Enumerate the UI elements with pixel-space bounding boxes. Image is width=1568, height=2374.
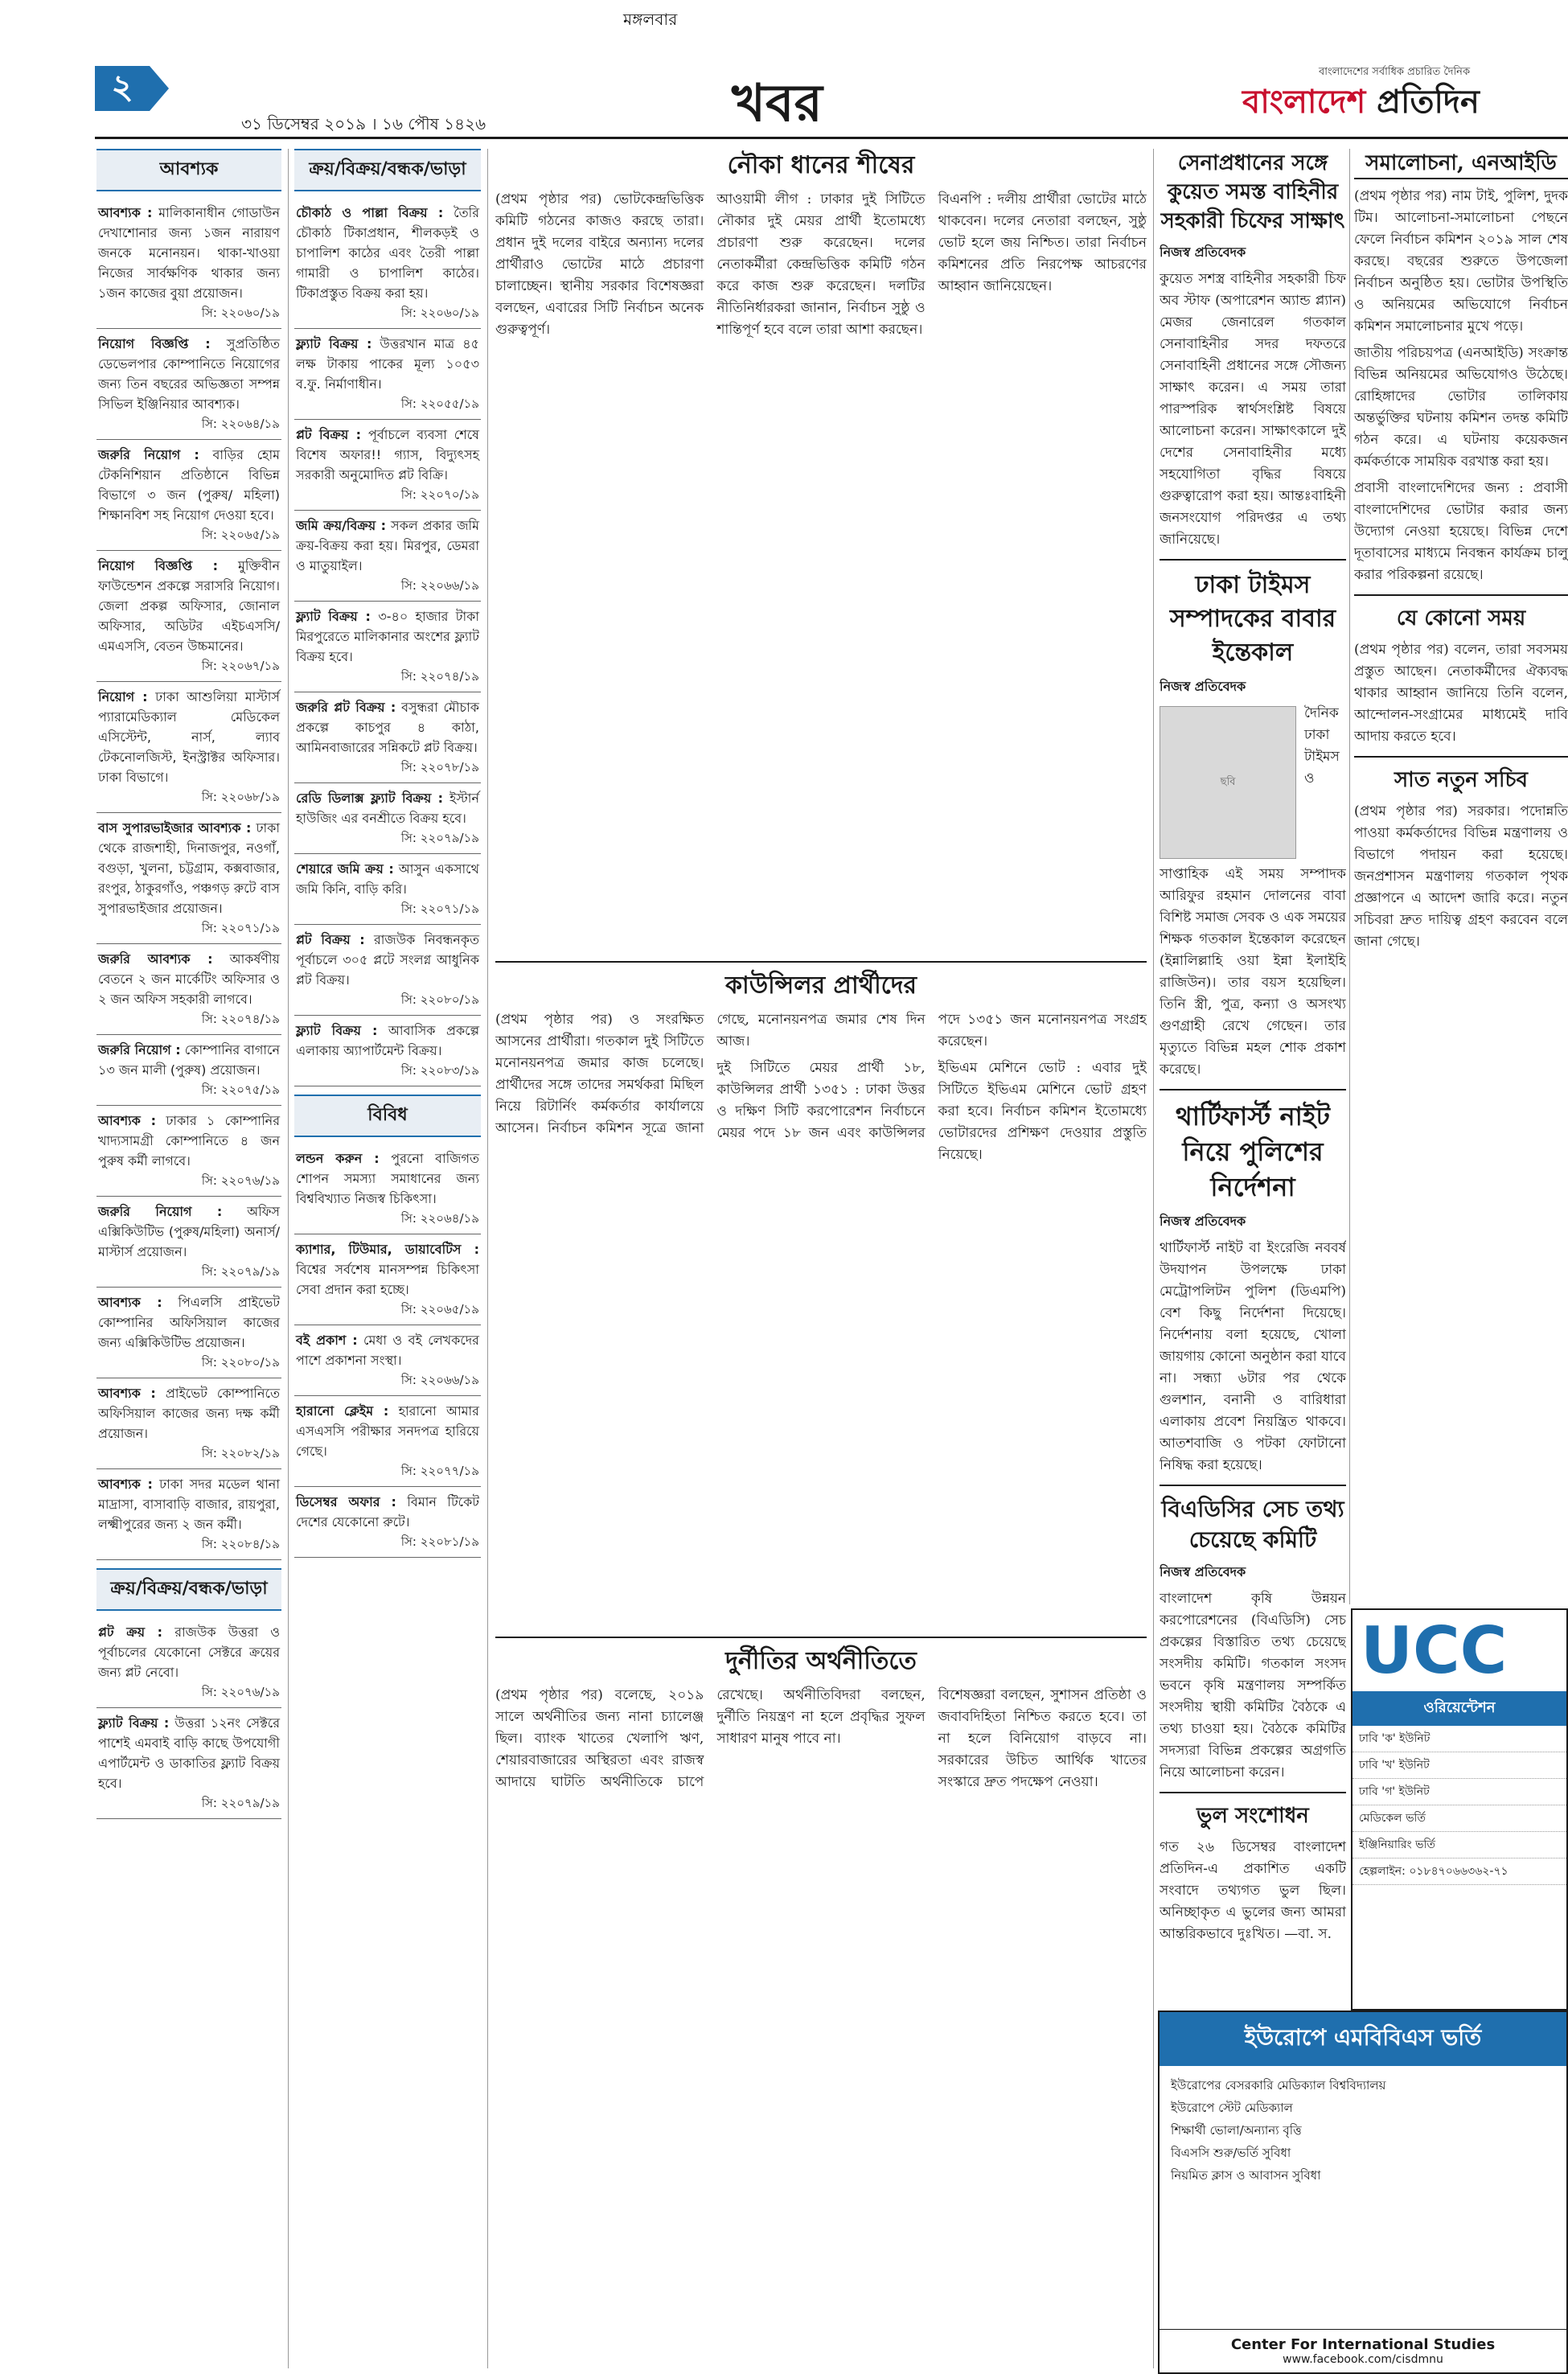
classified-ad (294, 1396, 481, 1487)
page-number: ২ (95, 66, 150, 111)
classified-list-wanted (96, 198, 281, 1560)
cis-contact: www.facebook.com/cisdmnu (1283, 2353, 1443, 2366)
classified-ad-text: উত্তরখান মাত্র ৪৫ লক্ষ টাকায় পাকের মূল্য ১০৫৩ ব.ফু. নির্মাণাধীন। (296, 336, 479, 392)
classified-ad (96, 1469, 281, 1560)
classified-ad-code: সি: ২২০৭৯/১৯ (400, 831, 479, 845)
byline-thirty-first: নিজস্ব প্রতিবেদক (1160, 1214, 1246, 1229)
cis-feature-item: ইউরোপে স্টেট মেডিক্যাল (1171, 2101, 1293, 2115)
brand-tagline: বাংলাদেশের সর্বাধিক প্রচারিত দৈনিক (1319, 66, 1471, 78)
classified-ad-code: সি: ২২০৮০/১৯ (400, 992, 479, 1007)
section-rule (1160, 1485, 1346, 1486)
classified-ad-code: সি: ২২০৬৫/১৯ (201, 528, 280, 542)
column-divider (288, 149, 289, 2368)
brand-logo-part2: প্রতিদিন (1365, 83, 1480, 121)
classified-ad (294, 1234, 481, 1325)
classified-ad-code: সি: ২২০৭১/১৯ (201, 921, 280, 935)
classified-ad-code: সি: ২২০৮৪/১৯ (201, 1537, 280, 1551)
classified-ad-tag: ফ্ল্যাট বিক্রয় : (296, 1023, 378, 1038)
classified-ad-tag: রেডি ডিলাক্স ফ্ল্যাট বিক্রয় : (296, 791, 444, 806)
classified-ad (294, 602, 481, 692)
classified-ad-text: রাজউক উত্তরা ও পূর্বাচলের যেকোনো সেক্টরে ক্রয়ের জন্য প্লট নেবো। (98, 1624, 281, 1680)
classified-ad-tag: জরুরি নিয়োগ : (98, 1204, 223, 1219)
classified-ad-text: আবাসিক প্রকল্পে এলাকায় অ্যাপার্টমেন্ট বিক্রয়। (296, 1023, 479, 1058)
classified-ad-code: সি: ২২০৭১/১৯ (400, 902, 479, 916)
classified-ad (96, 682, 281, 813)
classified-ad-code: সি: ২২০৭৪/১৯ (201, 1012, 280, 1026)
article-kaunsilor-body (495, 1009, 1147, 1166)
classified-ad (96, 1617, 281, 1708)
photo-caption: ছবি (1220, 775, 1236, 788)
cis-footer (1160, 2329, 1566, 2372)
classified-ad-code: সি: ২২০৭৯/১৯ (201, 1796, 280, 1810)
classified-ad-code: সি: ২২০৬৮/১৯ (201, 790, 280, 804)
cis-org-name: Center For International Studies (1230, 2336, 1496, 2353)
classified-ad-text: হারানো আমার এসএসসি পরীক্ষার সনদপত্র হারিয়ে গেছে। (296, 1403, 479, 1459)
column-6 (1160, 149, 1346, 2006)
article-thirty-first-body: থার্টিফার্স্ট নাইট বা ইংরেজি নববর্ষ উদযাপন উপলক্ষে ঢাকা মেট্রোপলিটন পুলিশ (ডিএমপি) বেশ কিছু নির্দেশনা দিয়েছে। নির্দেশনায় বলা হয়েছে, খোলা জায়গায় কোনো অনুষ্ঠান করা যাবে না। সন্ধ্যা ৬টার পর থেকে গুলশান, বনানী ও বারিধারা এলাকায় প্রবেশ নিয়ন্ত্রিত থাকবে। আতশবাজি ও পটকা ফোটানো নিষিদ্ধ করা হয়েছে। (1160, 1240, 1346, 1473)
classified-ad-code: সি: ২২০৮১/১৯ (400, 1534, 479, 1549)
classified-ad-text: বাড়ির হোম টেকনিশিয়ান প্রতিষ্ঠানে বিভিন্ন বিভাগে ৩ জন (পুরুষ/ মহিলা) শিক্ষানবিশ সহ নিয়োগ দেওয়া হবে। (98, 447, 280, 523)
classified-ad-text: বিশ্বের সর্বশেষ মানসম্পন্ন চিকিৎসা সেবা প্রদান করা হচ্ছে। (296, 1262, 479, 1297)
headline-correction: ভুল সংশোধন (1197, 1804, 1309, 1828)
classified-ad-text: উত্তরা ১২নং সেক্টরে পাশেই এমবাই বাড়ি কাছে উপযোগী এপার্টমেন্ট ও ডাকাতির ফ্ল্যাট বিক্রয় হবে। (98, 1715, 280, 1791)
headline-critique: সমালোচনা, এনআইডি (1354, 149, 1568, 179)
classified-ad (294, 925, 481, 1016)
classified-ad-tag: ক্যাশার, টিউমার, ডায়াবেটিস : (296, 1242, 479, 1257)
classified-ad-tag: নিয়োগ : (98, 689, 148, 704)
article-paragraph: (প্রথম পৃষ্ঠার পর) ও সংরক্ষিত আসনের প্রার্থীরা। গতকাল দুই সিটিতে মনোনয়নপত্র জমার কাজ চলেছে। প্রার্থীদের সঙ্গে তাদের সমর্থকরা মিছিল নিয়ে রিটার্নিং কর্মকর্তার কার্যালয়ে আসেন। নির্বাচন কমিশন সূত্রে জানা গেছে, মনোনয়নপত্র জমার শেষ দিন আজ। (495, 1012, 926, 1136)
article-army-body: কুয়েত সশস্ত্র বাহিনীর সহকারী চিফ অব স্টাফ (অপারেশন অ্যান্ড প্ল্যান) মেজর জেনারেল গতকাল সেনাবাহিনীর সদর দফতরে সেনাবাহিনী প্রধানের সঙ্গে সৌজন্য সাক্ষাৎ করেন। এ সময় তারা পারস্পরিক স্বার্থসংশ্লিষ্ট বিষয়ে আলোচনা করেন। সাক্ষাৎকালে দুই দেশের সেনাবাহিনীর মধ্যে সহযোগিতা বৃদ্ধির বিষয়ে গুরুত্বারোপ করা হয়। আন্তঃবাহিনী জনসংযোগ পরিদপ্তর এ তথ্য জানিয়েছে। (1160, 271, 1346, 548)
ucc-schedule-row: মেডিকেল ভর্তি (1353, 1805, 1566, 1832)
classified-ad (294, 854, 481, 925)
classified-ad-tag: আবশ্যক : (98, 1295, 162, 1310)
classified-ad-tag: জরুরি নিয়োগ : (98, 1042, 181, 1058)
classified-ad-text: ঢাকা আশুলিয়া মাস্টার্স প্যারামেডিক্যাল মেডিকেল এসিস্টেন্ট, নার্স, ল্যাব টেকনোলজিস্ট, ইনস্ট্রাক্টর অফিসার। ঢাকা বিভাগে। (98, 689, 280, 785)
classified-list-sale (96, 1617, 281, 1819)
cis-feature-item: শিক্ষার্থী ভোলা/অন্যান্য বৃত্তি (1171, 2123, 1302, 2138)
classified-ad-tag: শেয়ারে জমি ক্রয় : (296, 861, 394, 877)
classified-ad (294, 783, 481, 854)
day-name: মঙ্গলবার (623, 10, 678, 29)
byline-army: নিজস্ব প্রতিবেদক (1160, 244, 1246, 260)
section-rule (1354, 594, 1568, 596)
byline-dhaka-times: নিজস্ব প্রতিবেদক (1160, 679, 1246, 694)
classified-ad (294, 1325, 481, 1396)
classified-ad-tag: আবশ্যক : (98, 1386, 156, 1401)
classified-ad-tag: জরুরি আবশ্যক : (98, 951, 213, 967)
article-kaunsilor (495, 969, 1147, 1548)
ucc-schedule-row: ঢাবি 'ক' ইউনিট (1353, 1726, 1566, 1752)
classified-ad-tag: ফ্ল্যাট বিক্রয় : (296, 336, 372, 351)
article-paragraph: (প্রথম পৃষ্ঠার পর) নাম টাই, পুলিশ, দুদক টিম। আলোচনা-সমালোচনা পেছনে ফেলে নির্বাচন কমিশন ২০১৯ সাল শেষ করছে। বছরের শুরুতে উপজেলা নির্বাচন অনুষ্ঠিত হয়। ভোটার উপস্থিতি ও অনিয়মের অভিযোগে নির্বাচন কমিশন সমালোচনার মুখে পড়ে। (1354, 188, 1568, 335)
ucc-schedule-row: ঢাবি 'গ' ইউনিট (1353, 1779, 1566, 1805)
classified-ad-code: সি: ২২০৭৪/১৯ (400, 669, 479, 684)
article-nouka (495, 149, 1147, 631)
classified-ad-tag: বাস সুপারভাইজার আবশ্যক : (98, 820, 252, 836)
column-divider (487, 149, 488, 2368)
headline-kaunsilor: কাউন্সিলর প্রার্থীদের (725, 971, 917, 1000)
article-paragraph: প্রবাসী বাংলাদেশিদের জন্য : প্রবাসী বাংলাদেশিদের ভোটার করার জন্য উদ্যোগ নেওয়া হয়েছে। বিভিন্ন দেশে দূতাবাসের মাধ্যমে নিবন্ধন কার্যক্রম চালু করার পরিকল্পনা রয়েছে। (1354, 480, 1568, 583)
classified-ad (294, 1144, 481, 1234)
classified-ad-code: সি: ২২০৮০/১৯ (201, 1355, 280, 1370)
classified-ad-tag: আবশ্যক : (98, 1113, 157, 1128)
column-divider (1349, 149, 1350, 1604)
classified-ad-tag: প্লট বিক্রয় : (296, 932, 365, 947)
top-rule (95, 137, 1568, 139)
headline-seven-secretary: সাত নতুন সচিব (1394, 768, 1528, 792)
classified-list-buy-sell (294, 198, 481, 1086)
article-paragraph: আওয়ামী লীগ : ঢাকার দুই সিটিতে নৌকার দুই মেয়র প্রার্থী ইতোমধ্যে প্রচারণা শুরু করেছেন। দলের নেতাকর্মীরা কেন্দ্রভিত্তিক কমিটি গঠন করে কাজ শুরু করেছেন। দলটির নীতিনির্ধারকরা জানান, নির্বাচন সুষ্ঠু ও শান্তিপূর্ণ হবে বলে তারা আশা করছেন। (716, 191, 926, 338)
classified-ad-code: সি: ২২০৭৮/১৯ (400, 760, 479, 774)
classified-ad (96, 198, 281, 329)
classifieds-column-1 (96, 149, 281, 2368)
classified-ad-text: আসুন একসাথে জমি কিনি, বাড়ি করি। (296, 861, 479, 897)
article-durnoti (495, 1645, 1147, 2368)
headline-durnoti: দুর্নীতির অর্থনীতিতে (725, 1647, 917, 1675)
classified-ad-text: বিমান টিকেট দেশের যেকোনো রুটে। (296, 1494, 480, 1530)
headline-badc: বিএডিসির সেচ তথ্য চেয়েছে কমিটি (1161, 1496, 1344, 1553)
classified-ad-text: মেধা ও বই লেখকদের পাশে প্রকাশনা সংস্থা। (296, 1333, 479, 1368)
cis-banner: ইউরোপে এমবিবিএস ভর্তি (1160, 2012, 1566, 2066)
ucc-schedule-row: ইঞ্জিনিয়ারিং ভর্তি (1353, 1832, 1566, 1859)
classified-ad-code: সি: ২২০৬০/১৯ (400, 306, 479, 320)
classified-ad (96, 1106, 281, 1197)
cis-feature-item: নিয়মিত ক্লাস ও আবাসন সুবিধা (1171, 2168, 1321, 2183)
classified-ad-tag: আবশ্যক : (98, 205, 153, 220)
section-rule (495, 961, 1147, 963)
classified-ad-code: সি: ২২০৮২/১৯ (201, 1446, 280, 1460)
classified-ad-tag: বই প্রকাশ : (296, 1333, 358, 1348)
classified-list-misc (294, 1144, 481, 1558)
classified-ad-code: সি: ২২০৬৫/১৯ (400, 1302, 479, 1316)
classified-ad-text: অফিস এক্সিকিউটিভ (পুরুষ/মহিলা) অনার্স/মাস্টার্স প্রয়োজন। (98, 1204, 280, 1259)
classified-ad-code: সি: ২২০৬৪/১৯ (201, 417, 280, 431)
classified-ad-tag: লন্ডন করুন : (296, 1151, 380, 1166)
ucc-schedule-row: ঢাবি 'খ' ইউনিট (1353, 1752, 1566, 1779)
classified-ad-tag: নিয়োগ বিজ্ঞপ্তি : (98, 336, 211, 351)
classified-ad-text: আকর্ষণীয় বেতনে ২ জন মার্কেটিং অফিসার ও ২ জন অফিস সহকারী লাগবে। (98, 951, 280, 1007)
article-paragraph: দুই সিটিতে মেয়র প্রার্থী ১৮, কাউন্সিলর প্রার্থী ১৩৫১ : ঢাকা উত্তর ও দক্ষিণ সিটি করপোরেশন নির্বাচনে মেয়র পদে ১৮ জন এবং কাউন্সিলর পদে ১৩৫১ জন মনোনয়নপত্র সংগ্রহ করেছেন। (716, 1012, 1147, 1141)
brand-logo-part1: বাংলাদেশ (1242, 83, 1366, 121)
article-paragraph: (প্রথম পৃষ্ঠার পর) বলেছে, ২০১৯ সালে অর্থনীতির জন্য নানা চ্যালেঞ্জ ছিল। ব্যাংক খাতের খেলাপি ঋণ, শেয়ারবাজারের অস্থিরতা এবং রাজস্ব আদায়ে ঘাটতি অর্থনীতিকে চাপে রেখেছে। অর্থনীতিবিদরা বলছেন, দুর্নীতি নিয়ন্ত্রণ না হলে প্রবৃদ্ধির সুফল সাধারণ মানুষ পাবে না। (495, 1687, 926, 1790)
classified-ad-code: সি: ২২০৭৯/১৯ (201, 1264, 280, 1279)
ucc-schedule-row: হেল্পলাইন: ০১৮৪৭০৬৬৩৬২-৭১ (1353, 1859, 1566, 1885)
ucc-logo: UCC (1361, 1613, 1508, 1688)
article-badc-body: বাংলাদেশ কৃষি উন্নয়ন করপোরেশনের (বিএডিসি) সেচ প্রকল্পের বিস্তারিত তথ্য চেয়েছে সংসদীয় কমিটি। গতকাল সংসদ ভবনে কৃষি মন্ত্রণালয় সম্পর্কিত সংসদীয় স্থায়ী কমিটির বৈঠকে এ তথ্য চাওয়া হয়। বৈঠকে কমিটির সদস্যরা বিভিন্ন প্রকল্পের অগ্রগতি নিয়ে আলোচনা করেন। (1160, 1591, 1346, 1780)
section-rule (495, 1637, 1147, 1638)
classified-ad-code: সি: ২২০৫৫/১৯ (400, 396, 479, 411)
classified-ad (96, 1197, 281, 1288)
headline-dhaka-times: ঢাকা টাইমস সম্পাদকের বাবার ইন্তেকাল (1169, 571, 1336, 667)
classified-header-wanted: আবশ্যক (96, 149, 281, 191)
classified-ad-text: ঢাকা থেকে রাজশাহী, দিনাজপুর, নওগাঁ, বগুড়া, খুলনা, চট্টগ্রাম, কক্সবাজার, রংপুর, ঠাকুরগাঁও, পঞ্চগড় রুটে বাস সুপারভাইজার প্রয়োজন। (98, 820, 280, 916)
cis-feature-item: ইউরোপের বেসরকারি মেডিক্যাল বিশ্ববিদ্যালয় (1171, 2078, 1386, 2093)
classified-ad (294, 329, 481, 420)
classified-ad-text: মালিকানাধীন গোডাউন দেখাশোনার জন্য ১জন নারায়ণ জনকে মনোনয়ন। থাকা-খাওয়া নিজের সার্বক্ষণিক থাকার জন্য ১জন কাজের বুয়া প্রয়োজন। (98, 205, 280, 301)
article-paragraph: (প্রথম পৃষ্ঠার পর) ভোটকেন্দ্রভিত্তিক কমিটি গঠনের কাজও করছে তারা। প্রধান দুই দলের বাইরে অন্যান্য দলের প্রার্থীরাও ভোটের মাঠে প্রচারণা চালাচ্ছেন। স্থানীয় সরকার বিশেষজ্ঞরা বলছেন, এবারের সিটি নির্বাচন অনেক গুরুত্বপূর্ণ। (495, 191, 704, 338)
classified-ad (294, 198, 481, 329)
headline-no-problem: যে কোনো সময় (1396, 606, 1526, 630)
headline-army: সেনাপ্রধানের সঙ্গে কুয়েত সমস্ত বাহিনীর সহকারী চিফের সাক্ষাৎ (1160, 151, 1345, 233)
cis-feature-item: বিএসসি শুরু/ভর্তি সুবিধা (1171, 2146, 1291, 2160)
classified-ad-text: বসুন্ধরা মৌচাক প্রকল্পে কাচপুর ৪ কাঠা, আমিনবাজারের সন্নিকটে প্লট বিক্রয়। (296, 700, 479, 755)
classified-ad (96, 1708, 281, 1819)
classified-ad-text: ৩-৪০ হাজার টাকা মিরপুরেতে মালিকানার অংশের ফ্ল্যাট বিক্রয় হবে। (296, 609, 479, 664)
article-nouka-body (495, 189, 1147, 341)
classified-header-misc: বিবিধ (294, 1095, 481, 1137)
classified-ad-code: সি: ২২০৬৬/১৯ (400, 578, 479, 593)
classified-ad (96, 551, 281, 682)
classified-ad-code: সি: ২২০৭৬/১৯ (201, 1173, 280, 1188)
classified-ad-text: সুপ্রতিষ্ঠিত ডেভেলপার কোম্পানিতে নিয়োগের জন্য তিন বছরের অভিজ্ঞতা সম্পন্ন সিভিল ইঞ্জিনিয়ার আবশ্যক। (98, 336, 280, 412)
classified-ad-text: ঢাকা সদর মডেল থানা মাদ্রাসা, বাসাবাড়ি বাজার, রায়পুরা, লক্ষ্মীপুরের জন্য ২ জন কর্মী। (98, 1477, 281, 1532)
classified-ad-code: সি: ২২০৬৭/১৯ (201, 659, 280, 673)
classified-ad (96, 944, 281, 1035)
article-paragraph: ইভিএম মেশিনে ভোট : এবার দুই সিটিতে ইভিএম মেশিনে ভোট গ্রহণ করা হবে। নির্বাচন কমিশন ইতোমধ্যে ভোটারদের প্রশিক্ষণ দেওয়ার প্রস্তুতি নিয়েছে। (938, 1060, 1147, 1163)
dateline: ৩১ ডিসেম্বর ২০১৯ । ১৬ পৌষ ১৪২৬ (241, 114, 486, 133)
column-divider (1153, 149, 1154, 2368)
classified-ad-tag: চৌকাঠ ও পাল্লা বিক্রয় : (296, 205, 444, 220)
classified-ad-tag: আবশ্যক : (98, 1477, 153, 1492)
classified-header-sale: ক্রয়/বিক্রয়/বন্ধক/ভাড়া (96, 1568, 281, 1611)
classified-ad-code: সি: ২২০৭৫/১৯ (201, 1082, 280, 1097)
classified-ad (294, 1016, 481, 1086)
classified-header-buy-sell: ক্রয়/বিক্রয়/বন্ধক/ভাড়া (294, 149, 481, 191)
classified-ad-text: মুক্তিবীন ফাউন্ডেশন প্রকল্পে সরাসরি নিয়োগ। জেলা প্রকল্প অফিসার, জোনাল অফিসার, অডিটর এইচএসসি/এমএসসি, বেতন উচ্চমানের। (98, 558, 280, 654)
classified-ad (96, 1035, 281, 1106)
classified-ad-code: সি: ২২০৬০/১৯ (201, 306, 280, 320)
classified-ad-text: সকল প্রকার জমি ক্রয়-বিক্রয় করা হয়। মিরপুর, ডেমরা ও মাতুয়াইল। (296, 518, 480, 573)
classified-ad-text: কোম্পানির বাগানে ১৩ জন মালী (পুরুষ) প্রয়োজন। (98, 1042, 280, 1078)
cis-advertisement (1158, 2011, 1568, 2374)
article-paragraph: (প্রথম পৃষ্ঠার পর) সরকার। পদোন্নতি পাওয়া কর্মকর্তাদের বিভিন্ন মন্ত্রণালয় ও বিভাগে পদায়ন করা হয়েছে। জনপ্রশাসন মন্ত্রণালয় গতকাল পৃথক প্রজ্ঞাপনে এ আদেশ জারি করে। নতুন সচিবরা দ্রুত দায়িত্ব গ্রহণ করবেন বলে জানা গেছে। (1354, 803, 1568, 950)
ucc-strip: ওরিয়েন্টেশন (1353, 1691, 1566, 1726)
classified-ad-tag: প্লট ক্রয় : (98, 1624, 163, 1640)
classified-ad (96, 440, 281, 551)
classified-ad-code: সি: ২২০৭৬/১৯ (201, 1685, 280, 1699)
article-correction-body: গত ২৬ ডিসেম্বর বাংলাদেশ প্রতিদিন-এ প্রকাশিত একটি সংবাদে তথ্যগত ভুল ছিল। অনিচ্ছাকৃত এ ভুলের জন্য আমরা আন্তরিকভাবে দুঃখিত। —বা. স. (1160, 1839, 1346, 1942)
portrait-photo (1160, 706, 1296, 859)
section-rule (1160, 1089, 1346, 1090)
classified-ad-code: সি: ২২০৬৬/১৯ (400, 1373, 479, 1387)
classified-ad-text: ইস্টার্ন হাউজিং এর বনশ্রীতে বিক্রয় হবে। (296, 791, 479, 826)
classifieds-column-2 (294, 149, 481, 2368)
classified-ad-tag: জরুরি প্লট বিক্রয় : (296, 700, 396, 715)
classified-ad-code: সি: ২২০৭৭/১৯ (400, 1464, 479, 1478)
section-rule (1354, 756, 1568, 758)
ucc-schedule (1353, 1726, 1566, 1885)
column-7 (1354, 149, 1568, 1600)
classified-ad-tag: ডিসেম্বর অফার : (296, 1494, 396, 1509)
classified-ad (294, 692, 481, 783)
article-durnoti-body (495, 1685, 1147, 1793)
classified-ad-tag: ফ্ল্যাট বিক্রয় : (296, 609, 371, 624)
classified-ad-code: সি: ২২০৬৪/১৯ (400, 1211, 479, 1226)
section-rule (1160, 559, 1346, 561)
classified-ad-tag: প্লট বিক্রয় : (296, 427, 362, 442)
brand-logo (1242, 76, 1480, 130)
classified-ad-text: রাজউক নিবন্ধনকৃত পূর্বাচলে ৩০৫ প্লটে সংলগ্ন আধুনিক প্লট বিক্রয়। (296, 932, 480, 988)
classified-ad (96, 813, 281, 944)
section-title: খবর (732, 73, 823, 133)
classified-ad-tag: নিয়োগ বিজ্ঞপ্তি : (98, 558, 218, 573)
headline-nouka: নৌকা ধানের শীষের (727, 151, 915, 179)
article-paragraph: জাতীয় পরিচয়পত্র (এনআইডি) সংক্রান্ত বিভিন্ন অনিয়মের অভিযোগও উঠেছে। রোহিঙ্গাদের ভোটার তালিকায় অন্তর্ভুক্তির ঘটনায় কমিশন তদন্ত কমিটি গঠন করে। এ ঘটনায় কয়েকজন কর্মকর্তাকে সাময়িক বরখাস্ত করা হয়। (1354, 345, 1568, 470)
classified-ad (96, 329, 281, 440)
classified-ad-code: সি: ২২০৮৩/১৯ (400, 1063, 479, 1078)
classified-ad-text: প্রাইভেট কোম্পানিতে অফিসিয়াল কাজের জন্য দক্ষ কর্মী প্রয়োজন। (98, 1386, 280, 1441)
article-dhaka-times-body: দৈনিক ঢাকা টাইমস ও সাপ্তাহিক এই সময় সম্পাদক আরিফুর রহমান দোলনের বাবা বিশিষ্ট সমাজ সেবক ও এক সময়ের শিক্ষক গতকাল ইন্তেকাল করেছেন (ইন্নালিল্লাহি ওয়া ইন্না ইলাইহি রাজিউন)। তার বয়স হয়েছিল। তিনি স্ত্রী, পুত্র, কন্যা ও অসংখ্য গুণগ্রাহী রেখে গেছেন। তার মৃত্যুতে বিভিন্ন মহল শোক প্রকাশ করেছে। (1160, 705, 1346, 1078)
ucc-advertisement (1351, 1608, 1568, 2011)
classified-ad (294, 1487, 481, 1558)
classified-ad (294, 420, 481, 511)
page-number-arrow (150, 66, 169, 111)
classified-ad-text: পুরনো বাজিগত শোপন সমস্যা সমাধানের জন্য বিশ্ববিখ্যাত নিজস্ব চিকিৎসা। (296, 1151, 480, 1206)
classified-ad (294, 511, 481, 602)
classified-ad-text: পূর্বাচলে ব্যবসা শেষে বিশেষ অফার!! গ্যাস, বিদ্যুৎসহ সরকারী অনুমোদিত প্লট বিক্রি। (296, 427, 480, 483)
headline-thirty-first: থার্টিফার্স্ট নাইট নিয়ে পুলিশের নির্দেশনা (1176, 1101, 1330, 1202)
classified-ad-code: সি: ২২০৭০/১৯ (400, 487, 479, 502)
byline-badc: নিজস্ব প্রতিবেদক (1160, 1564, 1246, 1579)
classified-ad-text: পিএলসি প্রাইভেট কোম্পানির অফিসিয়াল কাজের জন্য এক্সিকিউটিভ প্রয়োজন। (98, 1295, 280, 1350)
section-rule (1160, 1792, 1346, 1793)
article-paragraph: বিএনপি : দলীয় প্রার্থীরা ভোটের মাঠে থাকবেন। দলের নেতারা বলছেন, সুষ্ঠু ভোট হলে জয় নিশ্চিত। তারা নির্বাচন কমিশনের প্রতি নিরপেক্ষ আচরণের আহ্বান জানিয়েছেন। (938, 191, 1147, 294)
classified-ad-text: তৈরি চৌকাঠ টিকাপ্রধান, শীলকড়ই ও চাপালিশ কাঠের এবং তৈরী পাল্লা গামারী ও চাপালিশ কাঠের। টিকাপ্রস্তুত বিক্রয় করা হয়। (296, 205, 479, 301)
article-paragraph: (প্রথম পৃষ্ঠার পর) বলেন, তারা সবসময় প্রস্তুত আছেন। নেতাকর্মীদের ঐক্যবদ্ধ থাকার আহ্বান জানিয়ে তিনি বলেন, আন্দোলন-সংগ্রামের মাধ্যমেই দাবি আদায় করতে হবে। (1354, 642, 1568, 745)
cis-feature-list (1160, 2066, 1566, 2195)
article-paragraph: বিশেষজ্ঞরা বলছেন, সুশাসন প্রতিষ্ঠা ও জবাবদিহিতা নিশ্চিত করতে হবে। তা না হলে বিনিয়োগ বাড়বে না। সরকারের উচিত আর্থিক খাতের সংস্কারে দ্রুত পদক্ষেপ নেওয়া। (938, 1687, 1147, 1790)
classified-ad (96, 1288, 281, 1378)
classified-ad-tag: ফ্ল্যাট বিক্রয় : (98, 1715, 170, 1731)
classified-ad-text: ঢাকার ১ কোম্পানির খাদ্যসামগ্রী কোম্পানিতে ৪ জন পুরুষ কর্মী লাগবে। (98, 1113, 280, 1169)
classified-ad (96, 1378, 281, 1469)
classified-ad-tag: হারানো ক্লেইম : (296, 1403, 389, 1419)
classified-ad-tag: জমি ক্রয়/বিক্রয় : (296, 518, 387, 533)
classified-ad-tag: জরুরি নিয়োগ : (98, 447, 199, 462)
